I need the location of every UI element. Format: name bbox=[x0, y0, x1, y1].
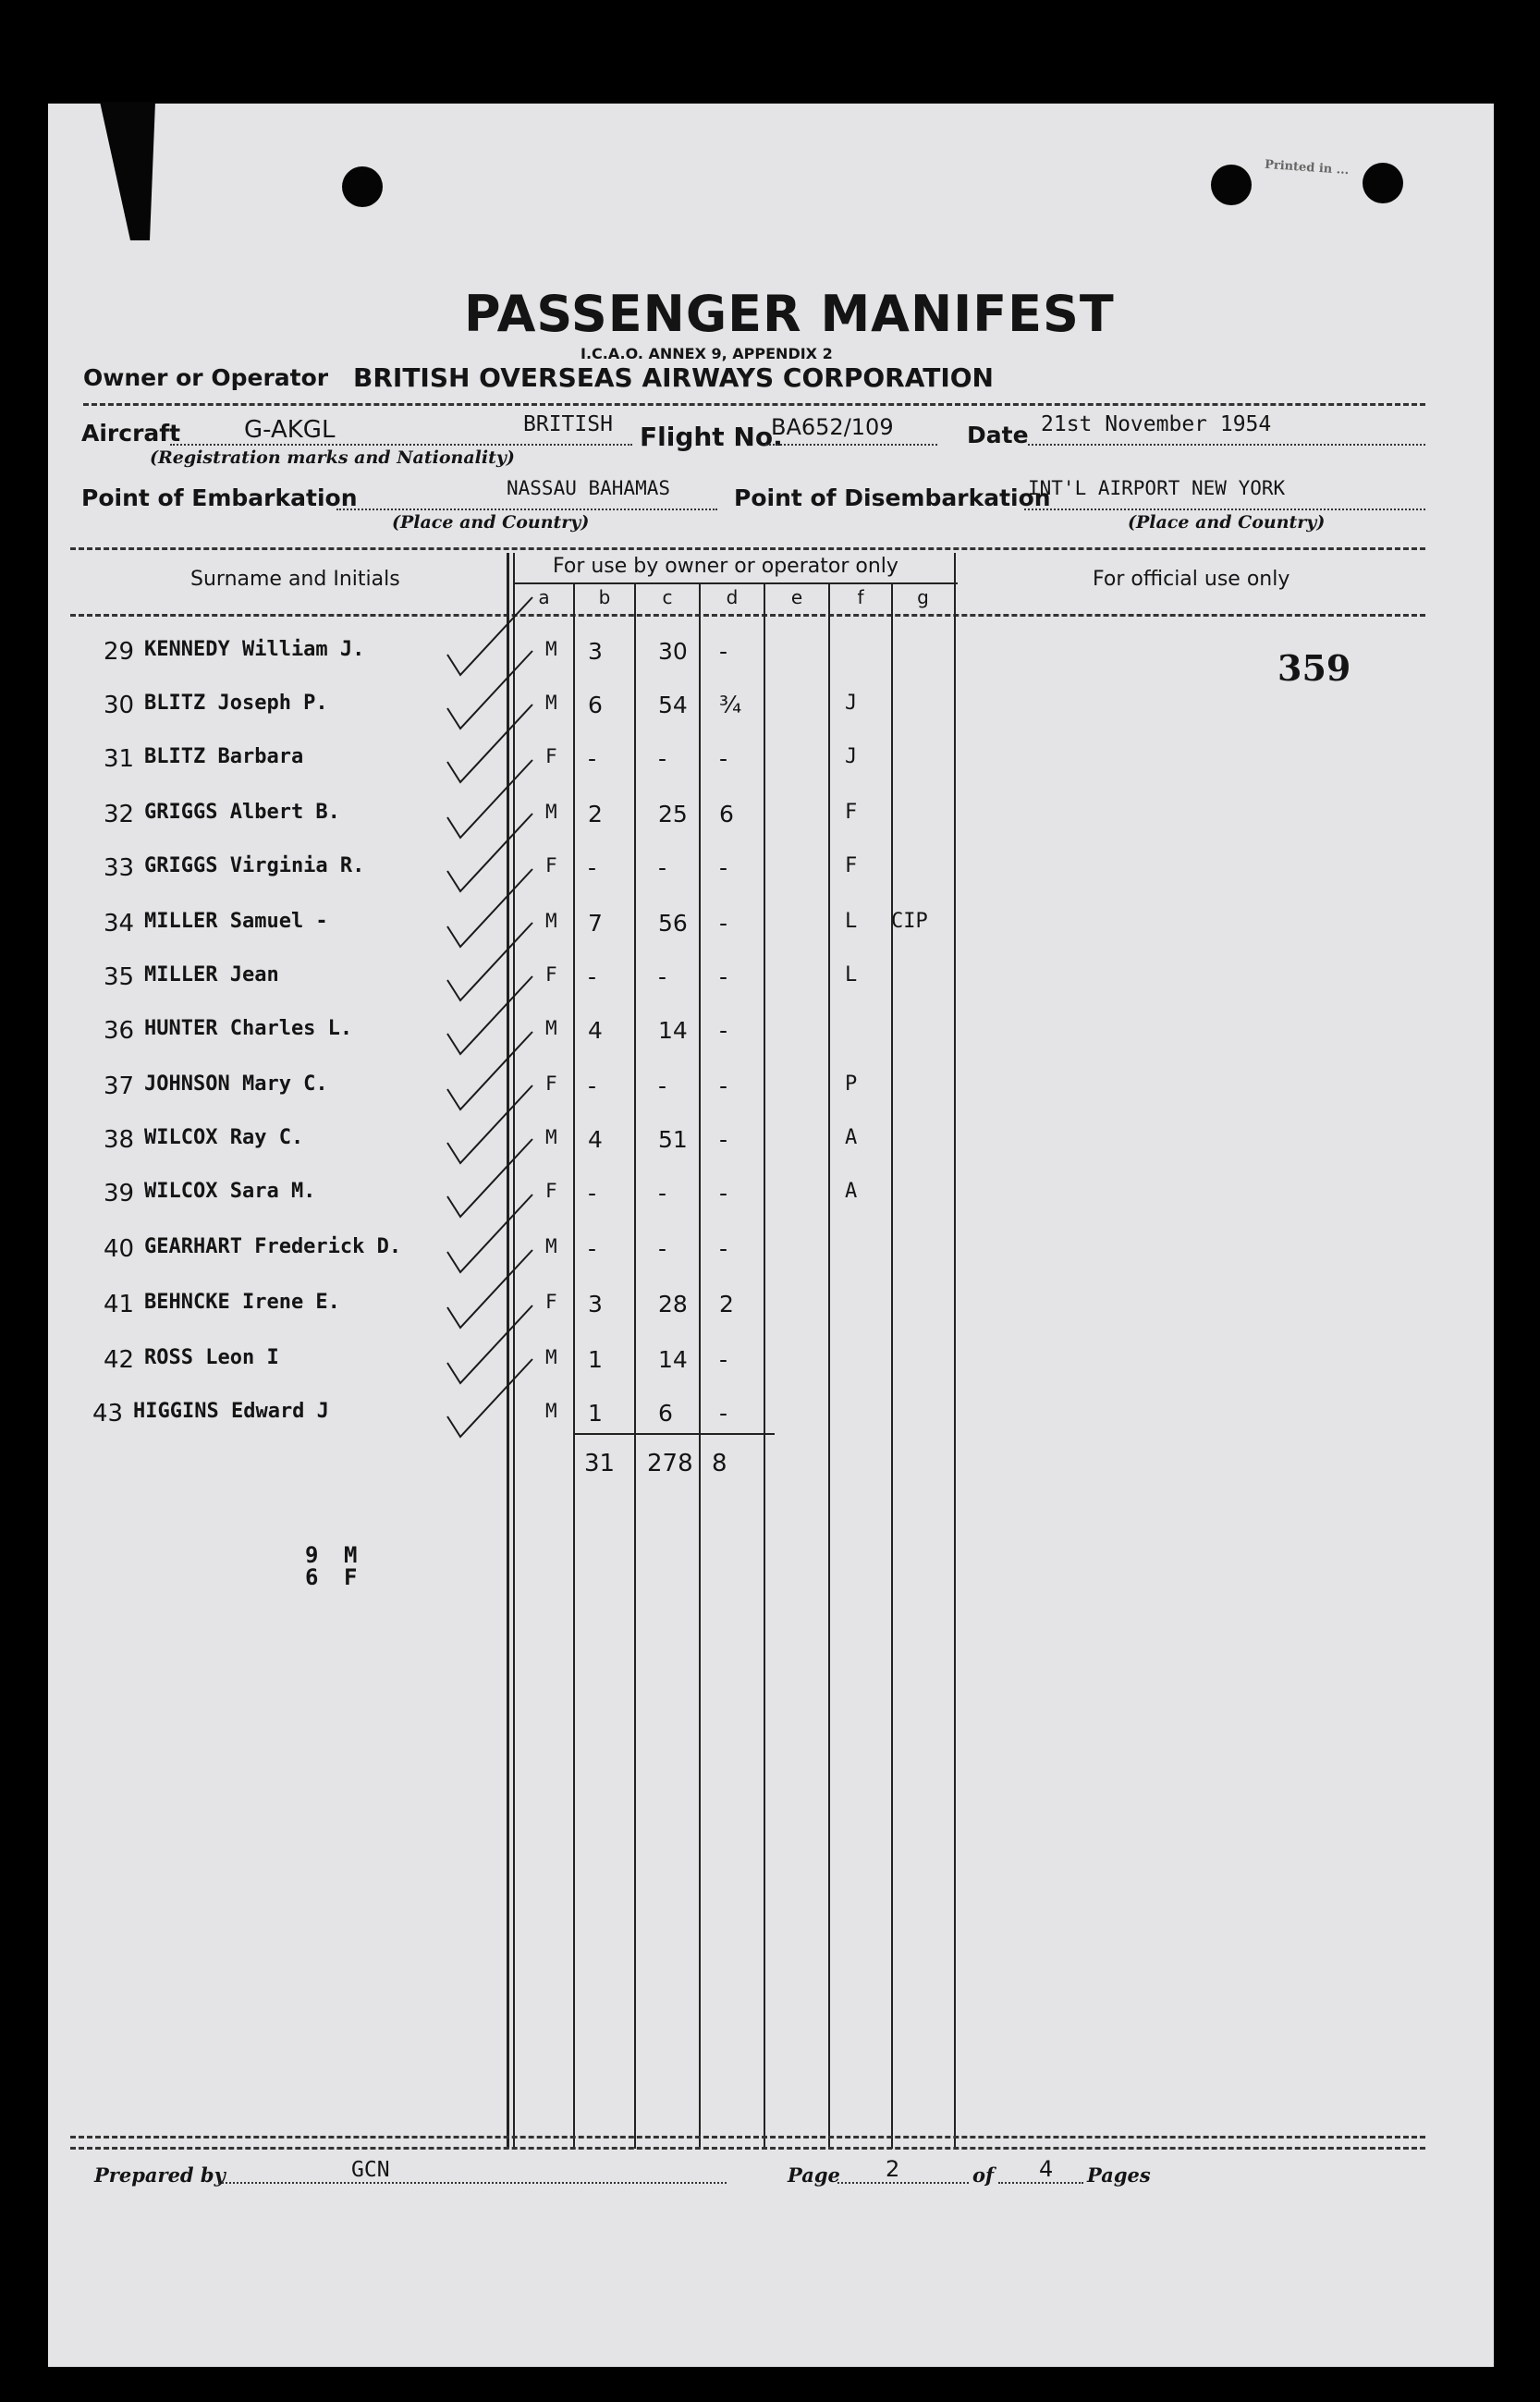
passenger-number: 34 bbox=[104, 910, 135, 938]
passenger-number: 40 bbox=[104, 1235, 135, 1263]
passenger-name: WILCOX Sara M. bbox=[144, 1180, 316, 1203]
col-b-value: 3 bbox=[588, 1291, 603, 1317]
passenger-name: BLITZ Barbara bbox=[144, 745, 304, 768]
col-b-value: 6 bbox=[588, 692, 603, 718]
owner-value: BRITISH OVERSEAS AIRWAYS CORPORATION bbox=[353, 362, 994, 393]
column-header-a: a bbox=[538, 586, 550, 608]
official-number: 359 bbox=[1277, 647, 1351, 689]
passenger-name: KENNEDY William J. bbox=[144, 638, 365, 661]
col-a-sex: M bbox=[545, 1126, 557, 1148]
passenger-number: 29 bbox=[104, 638, 135, 666]
col-d-value: - bbox=[719, 1400, 728, 1427]
col-c-value: - bbox=[658, 745, 667, 772]
passenger-name: GRIGGS Albert B. bbox=[144, 801, 340, 824]
flight-number: BA652/109 bbox=[771, 414, 894, 440]
prepared-by-label: Prepared by bbox=[94, 2163, 226, 2187]
col-f-value: J bbox=[845, 745, 858, 768]
passenger-number: 42 bbox=[104, 1346, 135, 1374]
summary-female-count: 6 bbox=[305, 1564, 319, 1590]
col-c-value: 28 bbox=[658, 1291, 688, 1317]
column-header-d: d bbox=[726, 586, 739, 608]
passenger-name: JOHNSON Mary C. bbox=[144, 1072, 328, 1096]
page-label: Page bbox=[788, 2163, 840, 2187]
passenger-number: 35 bbox=[104, 963, 135, 991]
col-c-value: 56 bbox=[658, 910, 688, 937]
col-f-value: A bbox=[845, 1180, 858, 1203]
total-c: 278 bbox=[647, 1450, 693, 1477]
col-a-sex: M bbox=[545, 638, 557, 660]
owner-use-header: For use by owner or operator only bbox=[553, 555, 898, 578]
passenger-row bbox=[0, 1291, 1446, 1328]
col-f-value: J bbox=[845, 692, 858, 715]
col-a-sex: M bbox=[545, 1017, 557, 1039]
passenger-name: MILLER Jean bbox=[144, 963, 279, 987]
col-b-value: 2 bbox=[588, 801, 603, 827]
col-d-value: 2 bbox=[719, 1291, 734, 1317]
embarkation-value: NASSAU BAHAMAS bbox=[507, 477, 671, 499]
col-a-sex: F bbox=[545, 1180, 557, 1202]
col-c-value: - bbox=[658, 963, 667, 990]
passenger-number: 41 bbox=[104, 1291, 135, 1318]
total-b: 31 bbox=[584, 1450, 616, 1477]
col-d-value: - bbox=[719, 745, 728, 772]
passenger-name: GRIGGS Virginia R. bbox=[144, 854, 365, 877]
col-c-value: 14 bbox=[658, 1346, 688, 1373]
col-b-value: 1 bbox=[588, 1346, 603, 1373]
passenger-name: GEARHART Frederick D. bbox=[144, 1235, 402, 1258]
column-header-f: f bbox=[857, 586, 864, 608]
col-c-value: 30 bbox=[658, 638, 688, 665]
check-mark-icon bbox=[440, 1352, 542, 1444]
col-a-sex: F bbox=[545, 963, 557, 986]
col-f-value: F bbox=[845, 854, 858, 877]
col-a-sex: M bbox=[545, 801, 557, 823]
date-label: Date bbox=[967, 422, 1029, 448]
col-f-value: A bbox=[845, 1126, 858, 1149]
summary-male-label: M bbox=[344, 1542, 358, 1568]
passenger-name: BEHNCKE Irene E. bbox=[144, 1291, 340, 1314]
passenger-number: 39 bbox=[104, 1180, 135, 1207]
column-header-c: c bbox=[662, 586, 673, 608]
passenger-row bbox=[0, 1235, 1446, 1272]
col-d-value: - bbox=[719, 1180, 728, 1207]
disembarkation-label: Point of Disembarkation bbox=[734, 484, 1051, 511]
col-d-value: - bbox=[719, 1235, 728, 1262]
passenger-number: 31 bbox=[104, 745, 135, 773]
col-d-value: - bbox=[719, 1072, 728, 1099]
col-b-value: - bbox=[588, 1180, 597, 1207]
pages-label: Pages bbox=[1087, 2163, 1151, 2187]
col-f-value: L bbox=[845, 963, 858, 987]
aircraft-label: Aircraft bbox=[81, 420, 181, 447]
flight-label: Flight No. bbox=[640, 422, 783, 452]
punch-hole bbox=[1211, 165, 1252, 205]
col-b-value: - bbox=[588, 1235, 597, 1262]
passenger-row bbox=[0, 1346, 1446, 1383]
col-c-value: 6 bbox=[658, 1400, 673, 1427]
punch-hole bbox=[1363, 163, 1403, 203]
col-c-value: - bbox=[658, 854, 667, 881]
disembarkation-note: (Place and Country) bbox=[1128, 512, 1326, 533]
col-d-value: - bbox=[719, 910, 728, 937]
passenger-name: WILCOX Ray C. bbox=[144, 1126, 304, 1149]
form-subtitle: I.C.A.O. ANNEX 9, APPENDIX 2 bbox=[581, 345, 833, 362]
summary-male-count: 9 bbox=[305, 1542, 319, 1568]
col-b-value: 1 bbox=[588, 1400, 603, 1427]
col-c-value: 14 bbox=[658, 1017, 688, 1044]
col-b-value: 4 bbox=[588, 1126, 603, 1153]
col-a-sex: F bbox=[545, 1072, 557, 1095]
embarkation-label: Point of Embarkation bbox=[81, 484, 358, 511]
passenger-number: 43 bbox=[92, 1400, 124, 1428]
summary-female-label: F bbox=[344, 1564, 358, 1590]
col-d-value: - bbox=[719, 854, 728, 881]
col-b-value: - bbox=[588, 854, 597, 881]
passenger-row bbox=[0, 1180, 1446, 1217]
passenger-number: 33 bbox=[104, 854, 135, 882]
aircraft-registration: G-AKGL bbox=[244, 416, 336, 444]
form-title: PASSENGER MANIFEST bbox=[464, 285, 1115, 343]
passenger-name: MILLER Samuel - bbox=[144, 910, 328, 933]
col-a-sex: M bbox=[545, 910, 557, 932]
col-g-value: CIP bbox=[891, 910, 928, 933]
col-b-value: - bbox=[588, 963, 597, 990]
punch-hole bbox=[342, 166, 383, 207]
col-d-value: - bbox=[719, 1017, 728, 1044]
col-c-value: - bbox=[658, 1180, 667, 1207]
col-f-value: F bbox=[845, 801, 858, 824]
date-value: 21st November 1954 bbox=[1041, 412, 1272, 436]
col-b-value: 3 bbox=[588, 638, 603, 665]
col-d-value: - bbox=[719, 1346, 728, 1373]
col-a-sex: F bbox=[545, 854, 557, 876]
passenger-row bbox=[0, 963, 1446, 1000]
passenger-number: 30 bbox=[104, 692, 135, 719]
col-a-sex: M bbox=[545, 1235, 557, 1257]
passenger-number: 32 bbox=[104, 801, 135, 828]
col-a-sex: M bbox=[545, 692, 557, 714]
col-a-sex: F bbox=[545, 745, 557, 767]
page-number: 2 bbox=[886, 2156, 900, 2182]
col-a-sex: F bbox=[545, 1291, 557, 1313]
owner-label: Owner or Operator bbox=[83, 364, 329, 391]
col-d-value: 6 bbox=[719, 801, 734, 827]
column-header-e: e bbox=[790, 586, 803, 608]
official-use-header: For official use only bbox=[1093, 568, 1290, 591]
passenger-row bbox=[0, 1400, 1446, 1437]
col-c-value: 51 bbox=[658, 1126, 688, 1153]
col-c-value: - bbox=[658, 1072, 667, 1099]
passenger-row bbox=[0, 801, 1446, 838]
col-c-value: 54 bbox=[658, 692, 688, 718]
col-c-value: - bbox=[658, 1235, 667, 1262]
passenger-row bbox=[0, 638, 1446, 675]
col-c-value: 25 bbox=[658, 801, 688, 827]
passenger-name: BLITZ Joseph P. bbox=[144, 692, 328, 715]
disembarkation-value: INT'L AIRPORT NEW YORK bbox=[1028, 477, 1286, 499]
col-b-value: 4 bbox=[588, 1017, 603, 1044]
aircraft-note: (Registration marks and Nationality) bbox=[150, 447, 515, 468]
col-d-value: - bbox=[719, 1126, 728, 1153]
prepared-by-value: GCN bbox=[351, 2158, 390, 2182]
page-total: 4 bbox=[1039, 2156, 1054, 2182]
col-b-value: - bbox=[588, 745, 597, 772]
passenger-name: HUNTER Charles L. bbox=[144, 1017, 353, 1040]
surname-header: Surname and Initials bbox=[190, 568, 400, 591]
passenger-row bbox=[0, 1017, 1446, 1054]
embarkation-note: (Place and Country) bbox=[392, 512, 590, 533]
total-d: 8 bbox=[712, 1450, 727, 1477]
of-label: of bbox=[972, 2163, 995, 2187]
col-b-value: - bbox=[588, 1072, 597, 1099]
passenger-row bbox=[0, 692, 1446, 729]
column-header-g: g bbox=[917, 586, 929, 608]
column-header-b: b bbox=[598, 586, 611, 608]
passenger-name: HIGGINS Edward J bbox=[133, 1400, 329, 1423]
passenger-number: 38 bbox=[104, 1126, 135, 1154]
col-d-value: ¾ bbox=[719, 692, 742, 718]
col-f-value: L bbox=[845, 910, 858, 933]
col-b-value: 7 bbox=[588, 910, 603, 937]
col-a-sex: M bbox=[545, 1346, 557, 1368]
passenger-row bbox=[0, 910, 1446, 947]
passenger-row bbox=[0, 1072, 1446, 1109]
passenger-number: 37 bbox=[104, 1072, 135, 1100]
passenger-name: ROSS Leon I bbox=[144, 1346, 279, 1369]
aircraft-nationality: BRITISH bbox=[523, 412, 613, 436]
passenger-row bbox=[0, 854, 1446, 891]
col-d-value: - bbox=[719, 963, 728, 990]
col-f-value: P bbox=[845, 1072, 858, 1096]
passenger-row bbox=[0, 1126, 1446, 1163]
passenger-row bbox=[0, 745, 1446, 782]
printer-imprint: Printed in ... bbox=[1264, 157, 1350, 178]
col-d-value: - bbox=[719, 638, 728, 665]
col-a-sex: M bbox=[545, 1400, 557, 1422]
passenger-number: 36 bbox=[104, 1017, 135, 1045]
